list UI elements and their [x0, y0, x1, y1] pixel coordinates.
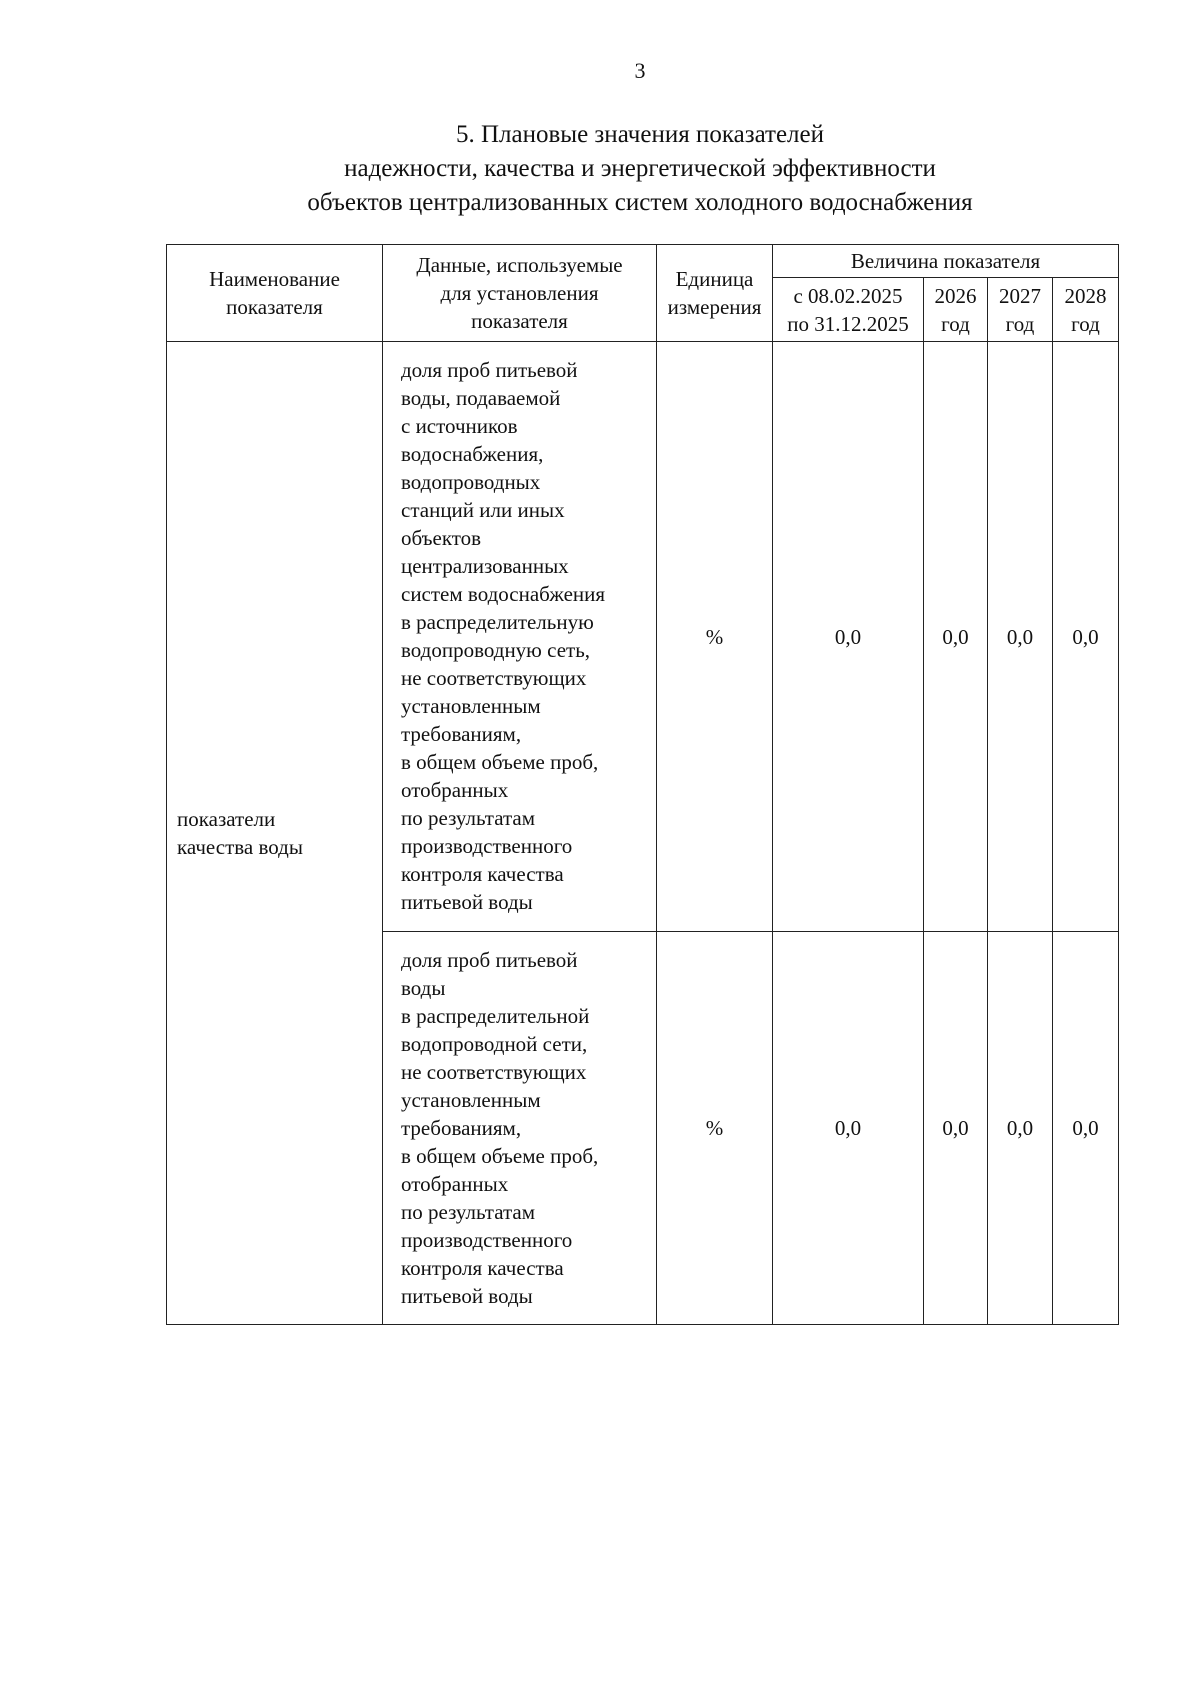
value-2026: 0,0 — [924, 342, 988, 932]
header-period-2025: с 08.02.2025 по 31.12.2025 — [773, 278, 924, 342]
value-2028: 0,0 — [1053, 342, 1119, 932]
indicator-unit: % — [657, 932, 773, 1325]
value-2025: 0,0 — [773, 932, 924, 1325]
header-period-2026: 2026 год — [924, 278, 988, 342]
header-indicator-name: Наименование показателя — [167, 245, 383, 342]
header-period-2027: 2027 год — [988, 278, 1053, 342]
value-2025: 0,0 — [773, 342, 924, 932]
header-data-used: Данные, используемые для установления показателя — [383, 245, 657, 342]
title-line-1: 5. Плановые значения показателей — [455, 121, 825, 148]
header-value-group: Величина показателя — [773, 245, 1119, 278]
indicator-unit: % — [657, 342, 773, 932]
value-2026: 0,0 — [924, 932, 988, 1325]
indicator-data-description: доля проб питьевой воды, подаваемой с источников водоснабжения, водопроводных станций или иных объектов централизованных систем водоснабжения в распределительную водопроводную сеть, не соответствующих установленным требованиям, в общем объеме проб, отобранных по результатам производственного контроля качества питьевой воды — [383, 342, 657, 932]
header-period-2028: 2028 год — [1053, 278, 1119, 342]
title-line-2: надежности, качества и энергетической эффективности — [344, 155, 936, 182]
indicator-data-description: доля проб питьевой воды в распределительной водопроводной сети, не соответствующих установленным требованиям, в общем объеме проб, отобранных по результатам производственного контроля качества питьевой воды — [383, 932, 657, 1325]
header-unit: Единица измерения — [657, 245, 773, 342]
value-2027: 0,0 — [988, 932, 1053, 1325]
document-title — [0, 118, 1200, 220]
table-row — [167, 342, 1119, 932]
indicator-group-name: показатели качества воды — [167, 342, 383, 1325]
indicators-table — [166, 244, 1119, 1325]
title-line-3: объектов централизованных систем холодного водоснабжения — [307, 189, 973, 216]
value-2027: 0,0 — [988, 342, 1053, 932]
value-2028: 0,0 — [1053, 932, 1119, 1325]
page-number: 3 — [634, 58, 646, 83]
